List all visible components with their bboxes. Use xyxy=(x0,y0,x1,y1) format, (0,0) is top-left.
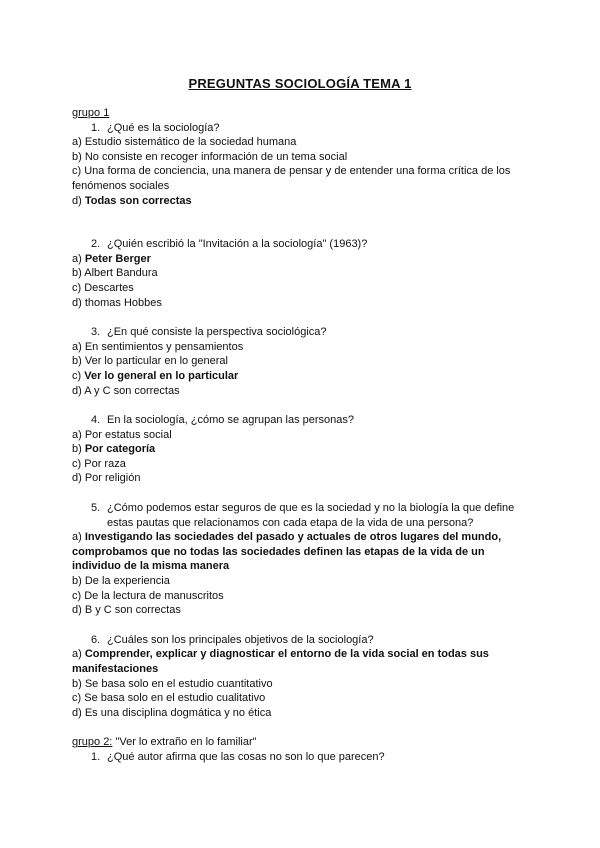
option-b: b) Ver lo particular en lo general xyxy=(72,355,228,368)
group-1-label: grupo 1 xyxy=(72,107,110,119)
question-1 xyxy=(72,121,532,136)
question-number: 1. xyxy=(91,121,101,134)
document-body xyxy=(72,106,532,765)
option-d: d) B y C son correctas xyxy=(72,604,181,617)
option-c: c) Se basa solo en el estudio cualitativo xyxy=(72,692,266,705)
option-a: a) En sentimientos y pensamientos xyxy=(72,340,244,353)
question-number: 2. xyxy=(91,238,101,251)
option-c: c) De la lectura de manuscritos xyxy=(72,589,224,602)
group-2-header xyxy=(72,735,532,750)
question-number: 4. xyxy=(91,414,101,427)
question-number: 5. xyxy=(91,502,101,515)
question-2 xyxy=(72,237,532,252)
question-text: ¿Qué es la sociología? xyxy=(107,121,220,134)
option-b-correct: b) Por categoría xyxy=(72,443,156,456)
question-text: En la sociología, ¿cómo se agrupan las personas? xyxy=(107,414,355,427)
option-a-correct: a) Investigando las sociedades del pasado y actuales de otros lugares del mundo, comprobamos que no todas las sociedades definen las etapas de la vida de un individuo de la misma manera xyxy=(72,531,502,573)
question-text: ¿En qué consiste la perspectiva sociológica? xyxy=(107,326,327,339)
page-title: PREGUNTAS SOCIOLOGÍA TEMA 1 xyxy=(188,76,412,91)
question-text: ¿Cuáles son los principales objetivos de la sociología? xyxy=(107,633,374,646)
option-a-correct: a) Peter Berger xyxy=(72,252,151,265)
option-d-correct: d) Todas son correctas xyxy=(72,194,192,207)
question-4 xyxy=(72,413,532,428)
question-3 xyxy=(72,325,532,340)
question-number: 6. xyxy=(91,633,101,646)
option-c-correct: c) Ver lo general en lo particular xyxy=(72,369,239,382)
question-text: ¿Qué autor afirma que las cosas no son lo que parecen? xyxy=(107,750,385,763)
option-b: b) Se basa solo en el estudio cuantitativo xyxy=(72,677,273,690)
option-c: c) Descartes xyxy=(72,281,134,294)
option-b: b) De la experiencia xyxy=(72,575,170,588)
group-2-label: grupo 2: xyxy=(72,736,113,749)
option-c: c) Una forma de conciencia, una manera de pensar y de entender una forma crítica de los fenómenos sociales xyxy=(72,165,511,192)
option-c: c) Por raza xyxy=(72,457,126,470)
option-b: b) Albert Bandura xyxy=(72,267,158,280)
option-d: d) A y C son correctas xyxy=(72,384,180,397)
question-number: 1. xyxy=(91,750,101,763)
question-text: ¿Cómo podemos estar seguros de que es la sociedad y no la biología la que define estas pautas que relacionamos con cada etapa de la vida de una persona? xyxy=(107,502,515,529)
option-a-correct: a) Comprender, explicar y diagnosticar el entorno de la vida social en todas sus manifestaciones xyxy=(72,648,489,675)
option-d: d) thomas Hobbes xyxy=(72,296,162,309)
question-number: 3. xyxy=(91,326,101,339)
option-d: d) Por religión xyxy=(72,472,141,485)
option-a: a) Estudio sistemático de la sociedad humana xyxy=(72,136,297,149)
question-text: ¿Quién escribió la "Invitación a la sociología" (1963)? xyxy=(107,238,368,251)
question-5 xyxy=(72,501,532,530)
question-6 xyxy=(72,633,532,648)
group-2-subtitle: "Ver lo extraño en lo familiar" xyxy=(115,736,257,749)
option-a: a) Por estatus social xyxy=(72,428,172,441)
option-b: b) No consiste en recoger información de un tema social xyxy=(72,150,348,163)
option-d: d) Es una disciplina dogmática y no ética xyxy=(72,706,272,719)
group-2-question-1 xyxy=(72,750,532,765)
